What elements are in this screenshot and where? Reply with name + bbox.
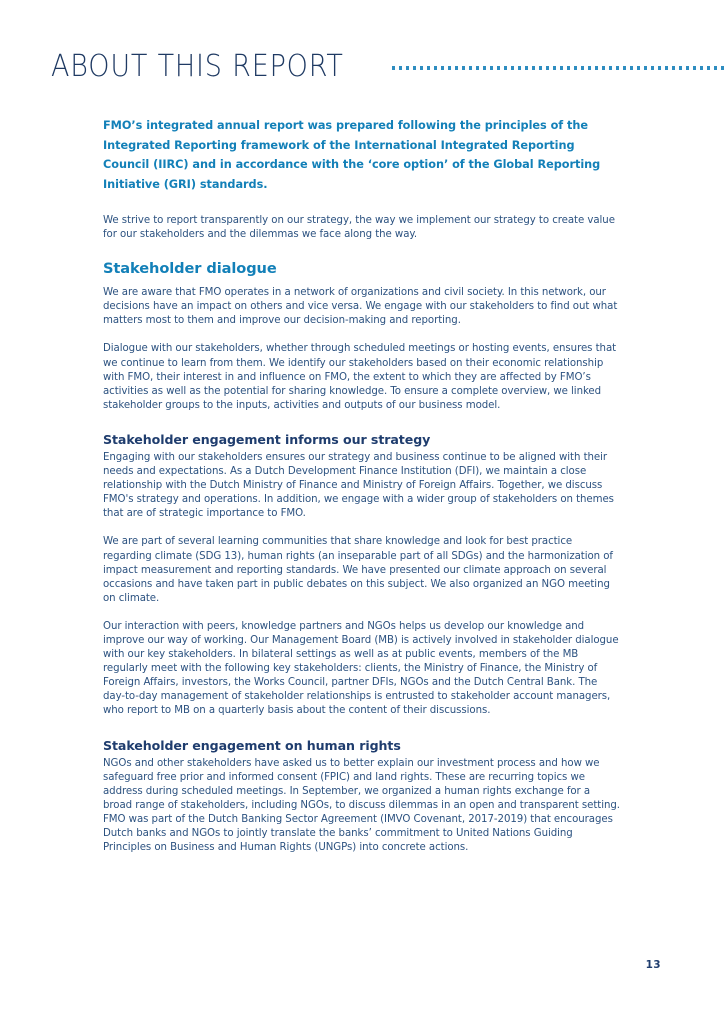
document-body: [103, 116, 621, 855]
section-paragraph: Dialogue with our stakeholders, whether through scheduled meetings or hosting events, ensures that we continue to learn from them. We identify our stakeholders based on their economic relationship with FMO, their interest in and influence on FMO, the extent to which they are affected by FMO’s activities as well as the potential for sharing knowledge. To ensure a complete overview, we linked stakeholder groups to the inputs, activities and outputs of our business model.: [103, 343, 617, 411]
lead-paragraph: FMO’s integrated annual report was prepared following the principles of the Integrated Reporting framework of the International Integrated Reporting Council (IIRC) and in accordance with the ‘core option’ of the Global Reporting Initiative (GRI) standards.: [103, 119, 601, 191]
page-header: [0, 44, 724, 90]
sub-heading-engagement-human-rights: Stakeholder engagement on human rights: [103, 737, 401, 753]
page-number: 13: [645, 959, 661, 971]
section-heading-stakeholder-dialogue: Stakeholder dialogue: [103, 260, 277, 278]
page-title: ABOUT THIS REPORT: [51, 49, 344, 84]
section-paragraph: Engaging with our stakeholders ensures our strategy and business continue to be aligned with their needs and expectations. As a Dutch Development Finance Institution (DFI), we maintain a close relationship with the Dutch Ministry of Finance and Ministry of Foreign Affairs. Together, we discuss FMO's strategy and operations. In addition, we engage with a wider group of stakeholders on themes that are of strategic importance to FMO.: [103, 451, 614, 520]
header-dotted-rule: [392, 66, 724, 70]
section-paragraph: We are aware that FMO operates in a network of organizations and civil society. In this network, our decisions have an impact on others and vice versa. We engage with our stakeholders to find out what matters most to them and improve our decision-making and reporting.: [103, 287, 618, 327]
section-paragraph: NGOs and other stakeholders have asked us to better explain our investment process and how we safeguard free prior and informed consent (FPIC) and land rights. These are recurring topics we address during scheduled meetings. In September, we organized a human rights exchange for a broad range of stakeholders, including NGOs, to discuss dilemmas in an open and transparent setting. FMO was part of the Dutch Banking Sector Agreement (IMVO Covenant, 2017-2019) that encourages Dutch banks and NGOs to jointly translate the banks’ commitment to United Nations Guiding Principles on Business and Human Rights (UNGPs) into concrete actions.: [103, 757, 620, 854]
section-paragraph: We are part of several learning communities that share knowledge and look for best practice regarding climate (SDG 13), human rights (an inseparable part of all SDGs) and the harmonization of impact measurement and reporting standards. We have presented our climate approach on several occasions and have taken part in public debates on this subject. We also organized an NGO meeting on climate.: [103, 536, 613, 604]
section-paragraph: Our interaction with peers, knowledge partners and NGOs helps us develop our knowledge and improve our way of working. Our Management Board (MB) is actively involved in stakeholder dialogue with our key stakeholders. In bilateral settings as well as at public events, members of the MB regularly meet with the following key stakeholders: clients, the Ministry of Finance, the Ministry of Foreign Affairs, investors, the Works Council, partner DFIs, NGOs and the Dutch Central Bank. The day-to-day management of stakeholder relationships is entrusted to stakeholder account managers, who report to MB on a quarterly basis about the content of their discussions.: [103, 620, 619, 717]
intro-paragraph: We strive to report transparently on our strategy, the way we implement our strategy to create value for our stakeholders and the dilemmas we face along the way.: [103, 215, 615, 241]
sub-heading-engagement-informs-strategy: Stakeholder engagement informs our strategy: [103, 431, 431, 447]
